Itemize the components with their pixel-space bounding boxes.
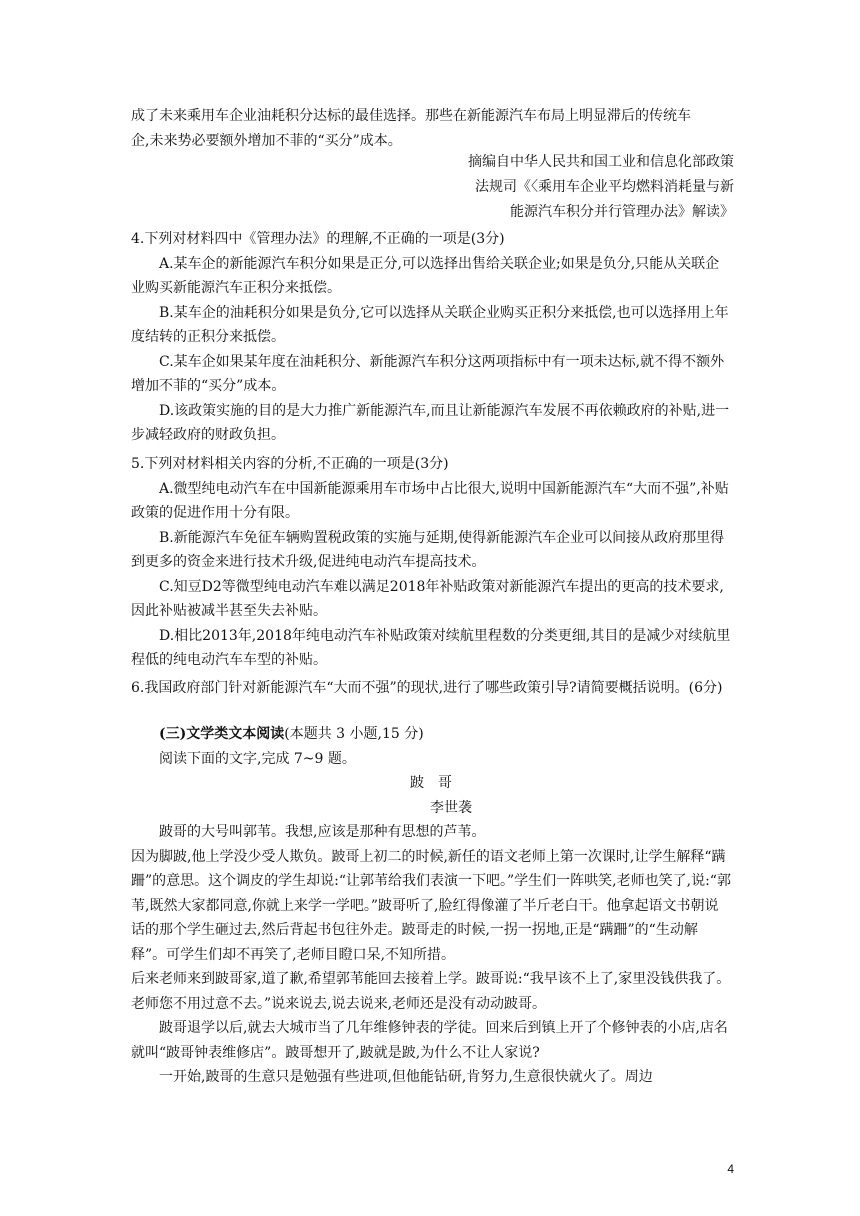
story-paragraph: 跛哥退学以后,就去大城市当了几年维修钟表的学徒。回来后到镇上开了个修钟表的小店,店名就叫“跛哥钟表维修店”。跛哥想开了,跛就是跛,为什么不让人家说? [131,1020,728,1061]
intro-line-2: 企,未来势必要额外增加不菲的“买分”成本。 [131,132,402,149]
intro-paragraph [131,104,731,153]
source-line-1: 摘编自中华人民共和国工业和信息化部政策 [468,154,734,170]
page-number: 4 [727,1162,734,1176]
question-5-stem: 5.下列对材料相关内容的分析,不正确的一项是(3分) [131,456,449,472]
story-body [131,820,731,1090]
source-line-3: 能源汽车积分并行管理办法》解读》 [510,204,734,220]
question-5-option-a: A.微型纯电动汽车在中国新能源乘用车市场中占比很大,说明中国新能源汽车“大而不强”,补贴政策的促进作用十分有限。 [131,480,729,521]
story-paragraph: 后来老师来到跛哥家,道了歉,希望郭苇能回去接着上学。跛哥说:“我早该不上了,家里没钱供我了。老师您不用过意不去。”说来说去,说去说来,老师还是没有动动跛哥。 [131,971,731,1012]
question-4-option-a: A.某车企的新能源汽车积分如果是正分,可以选择出售给关联企业;如果是负分,只能从关联企业购买新能源汽车正积分来抵偿。 [131,255,720,296]
question-5 [131,452,731,673]
question-6-stem: 6.我国政府部门针对新能源汽车“大而不强”的现状,进行了哪些政策引导?请简要概括说明。(6分) [131,680,723,696]
section-heading: (三)文学类文本阅读 [159,726,285,742]
story-paragraph: 一开始,跛哥的生意只是勉强有些进项,但他能钻研,肯努力,生意很快就火了。周边 [159,1069,653,1085]
source-line-2: 法规司《〈乘用车企业平均燃料消耗量与新 [475,179,734,195]
section-instruction: 阅读下面的文字,完成 7~9 题。 [159,750,356,767]
section-3 [131,722,731,820]
story-title: 跛 哥 [410,775,452,791]
intro-line-1: 成了未来乘用车企业油耗积分达标的最佳选择。那些在新能源汽车布局上明显滞后的传统车 [131,108,691,124]
story-paragraph: 因为脚跛,他上学没少受人欺负。跛哥上初二的时候,新任的语文老师上第一次课时,让学生解释“蹒跚”的意思。这个调皮的学生却说:“让郭苇给我们表演一下吧。”学生们一阵哄笑,老师也笑了,说:“郭苇,既然大家都同意,你就上来学一学吧。”跛哥听了,脸红得像灌了半斤老白干。他拿起语文书朝说话的那个学生砸过去,然后背起书包往外走。跛哥走的时候,一拐一拐地,正是“蹒跚”的“生动解释”。可学生们却不再笑了,老师目瞪口呆,不知所措。 [131,848,731,963]
question-4-option-b: B.某车企的油耗积分如果是负分,它可以选择从关联企业购买正积分来抵偿,也可以选择用上年度结转的正积分来抵偿。 [131,304,729,345]
story-paragraph: 跛哥的大号叫郭苇。我想,应该是那种有思想的芦苇。 [159,824,486,840]
question-5-option-b: B.新能源汽车免征车辆购置税政策的实施与延期,使得新能源汽车企业可以间接从政府那里得到更多的资金来进行技术升级,促进纯电动汽车提高技术。 [131,529,725,570]
source-citation [434,150,734,225]
question-4-option-c: C.某车企如果某年度在油耗积分、新能源汽车积分这两项指标中有一项未达标,就不得不额外增加不菲的“买分”成本。 [131,353,725,394]
question-5-option-c: C.知豆D2等微型纯电动汽车难以满足2018年补贴政策对新能源汽车提出的更高的技术要求,因此补贴被减半甚至失去补贴。 [131,578,724,619]
question-4-option-d: D.该政策实施的目的是大力推广新能源汽车,而且让新能源汽车发展不再依赖政府的补贴,进一步减轻政府的财政负担。 [131,402,730,443]
question-4 [131,227,731,448]
question-6 [131,676,731,701]
story-author: 李世袭 [430,799,472,816]
question-4-stem: 4.下列对材料四中《管理办法》的理解,不正确的一项是(3分) [131,231,505,247]
question-5-option-d: D.相比2013年,2018年纯电动汽车补贴政策对续航里程数的分类更细,其目的是减少对续航里程低的纯电动汽车车型的补贴。 [131,627,731,668]
section-heading-note: (本题共 3 小题,15 分) [284,726,424,742]
